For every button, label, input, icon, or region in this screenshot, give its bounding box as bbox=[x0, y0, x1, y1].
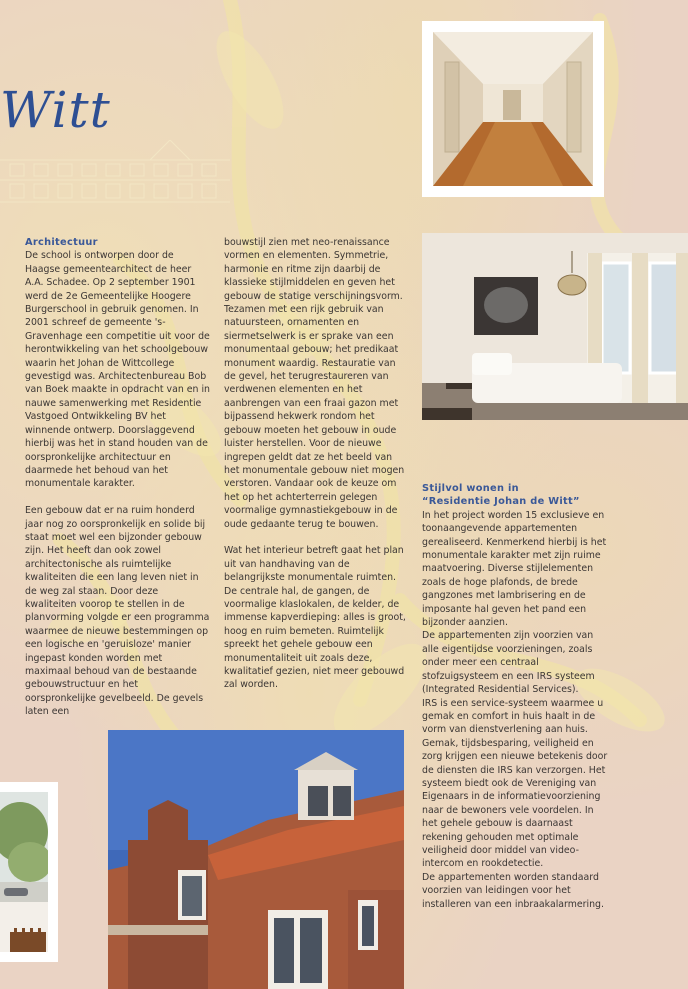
section-heading-line-2: “Residentie Johan de Witt” bbox=[422, 496, 580, 508]
section-heading-line-1: Stijlvol wonen in bbox=[422, 483, 519, 494]
corridor-photo bbox=[433, 32, 593, 186]
garden-photo-frame bbox=[0, 782, 58, 962]
bedroom-photo bbox=[422, 233, 688, 420]
paragraph: Wat het interieur betreft gaat het plan uit van handhaving van de belangrijkste monumentale ruimten. De centrale hal, de gangen, de voormalige klaslokalen, de kelder, de immense kapverdieping: alles is groot, hoog en ruim bemeten. Ruimtelijk spreekt het gehele gebouw een monumentaliteit uit zoals deze, kwalitatief gezien, niet meer gebouwd zal worden. bbox=[224, 545, 406, 691]
left-text-column bbox=[25, 236, 211, 719]
section-heading-architectuur: Architectuur bbox=[25, 237, 98, 248]
bedroom-photo-frame bbox=[422, 233, 688, 420]
garden-photo bbox=[0, 792, 48, 952]
paragraph: In het project worden 15 exclusieve en toonaangevende appartementen gerealiseerd. Kenmerkend hierbij is het monumentale karakter met zijn ruime maatvoering. Diverse stijlelementen zoals de hoge plafonds, de brede gangzones met lambrisering en de imposante hal geven het pand een bijzonder aanzien. bbox=[422, 509, 607, 629]
middle-text-column bbox=[224, 236, 409, 692]
right-text-column bbox=[422, 482, 610, 911]
corridor-photo-frame bbox=[422, 21, 604, 197]
facade-photo bbox=[108, 730, 404, 989]
paragraph: Een gebouw dat er na ruim honderd jaar nog zo oorspronkelijk en solide bij staat moet wel een bijzonder gebouw zijn. Het heeft dan ook zowel architectonische als ruimtelijke kwaliteiten die een lang leven niet in de weg zal staan. Door deze kwaliteiten voorop te stellen in de planvorming volgde er een programma waarmee de nieuwe bestemmingen op een logische en 'geruisloze' manier ingepast konden worden met maximaal behoud van de bestaande gebouwstructuur en het oorspronkelijke gevelbeeld. De gevels laten een bbox=[25, 505, 210, 718]
paragraph: De appartementen worden standaard voorzien van leidingen voor het installeren van een inbraakalarmering. bbox=[422, 871, 604, 910]
paragraph: De school is ontworpen door de Haagse gemeentearchitect de heer A.A. Schadee. Op 2 september 1901 werd de 2e Gemeentelijke Hoogere Burgerschool in gebruik genomen. In 2001 schreef de gemeente 's-Gravenhage een competitie uit voor de herontwikkeling van het schoolgebouw waarin het Johan de Wittcollege gevestigd was. Architectenbureau Bob van Boek maakte in opdracht van en in nauwe samenwerking met Residentie Vastgoed Ontwikkeling BV het winnende ontwerp. Doorslaggevend hierbij was het in stand houden van de oorspronkelijke architectuur en daarmede het behoud van het monumentale karakter. bbox=[25, 250, 211, 490]
paragraph: bouwstijl zien met neo-renaissance vormen en elementen. Symmetrie, harmonie en ritme zijn daarbij de klassieke stijlmiddelen en geven het gebouw de statige verschijningsvorm. Tezamen met een rijk gebruik van natuursteen, ornamenten en siermetselwerk is er sprake van een monumentaal gebouw; het predikaat monument waardig. Restauratie van de gevel, het terugrestaureren van verdwenen elementen en het aanbrengen van een fraai gazon met bijpassend hekwerk rondom het gebouw moeten het gebouw in oude luister herstellen. Voor de nieuwe ingrepen geldt dat ze het beeld van het monumentale gebouw niet mogen verstoren. Vandaar ook de keuze om het op het achterterrein gelegen voormalige gymnastiekgebouw in de oude gedaante terug te bouwen. bbox=[224, 237, 405, 530]
facade-photo-frame bbox=[108, 730, 404, 989]
building-line-sketch bbox=[0, 140, 230, 230]
page-title: Witt bbox=[0, 81, 111, 139]
paragraph: IRS is een service-systeem waarmee u gemak en comfort in huis haalt in de vorm van dienstverlening aan huis. Gemak, tijdsbesparing, veiligheid en zorg krijgen een nieuwe betekenis door de diensten die IRS kan verzorgen. Het systeem biedt ook de Vereniging van Eigenaars in de informatievoorziening naar de bewoners vele voordelen. In het gehele gebouw is daarnaast rekening gehouden met optimale veiligheid door middel van video-intercom en rookdetectie. bbox=[422, 697, 608, 870]
paragraph: De appartementen zijn voorzien van alle eigentijdse voorzieningen, zoals onder meer een centraal stofzuigsysteem en een IRS systeem (Integrated Residential Services). bbox=[422, 630, 595, 696]
